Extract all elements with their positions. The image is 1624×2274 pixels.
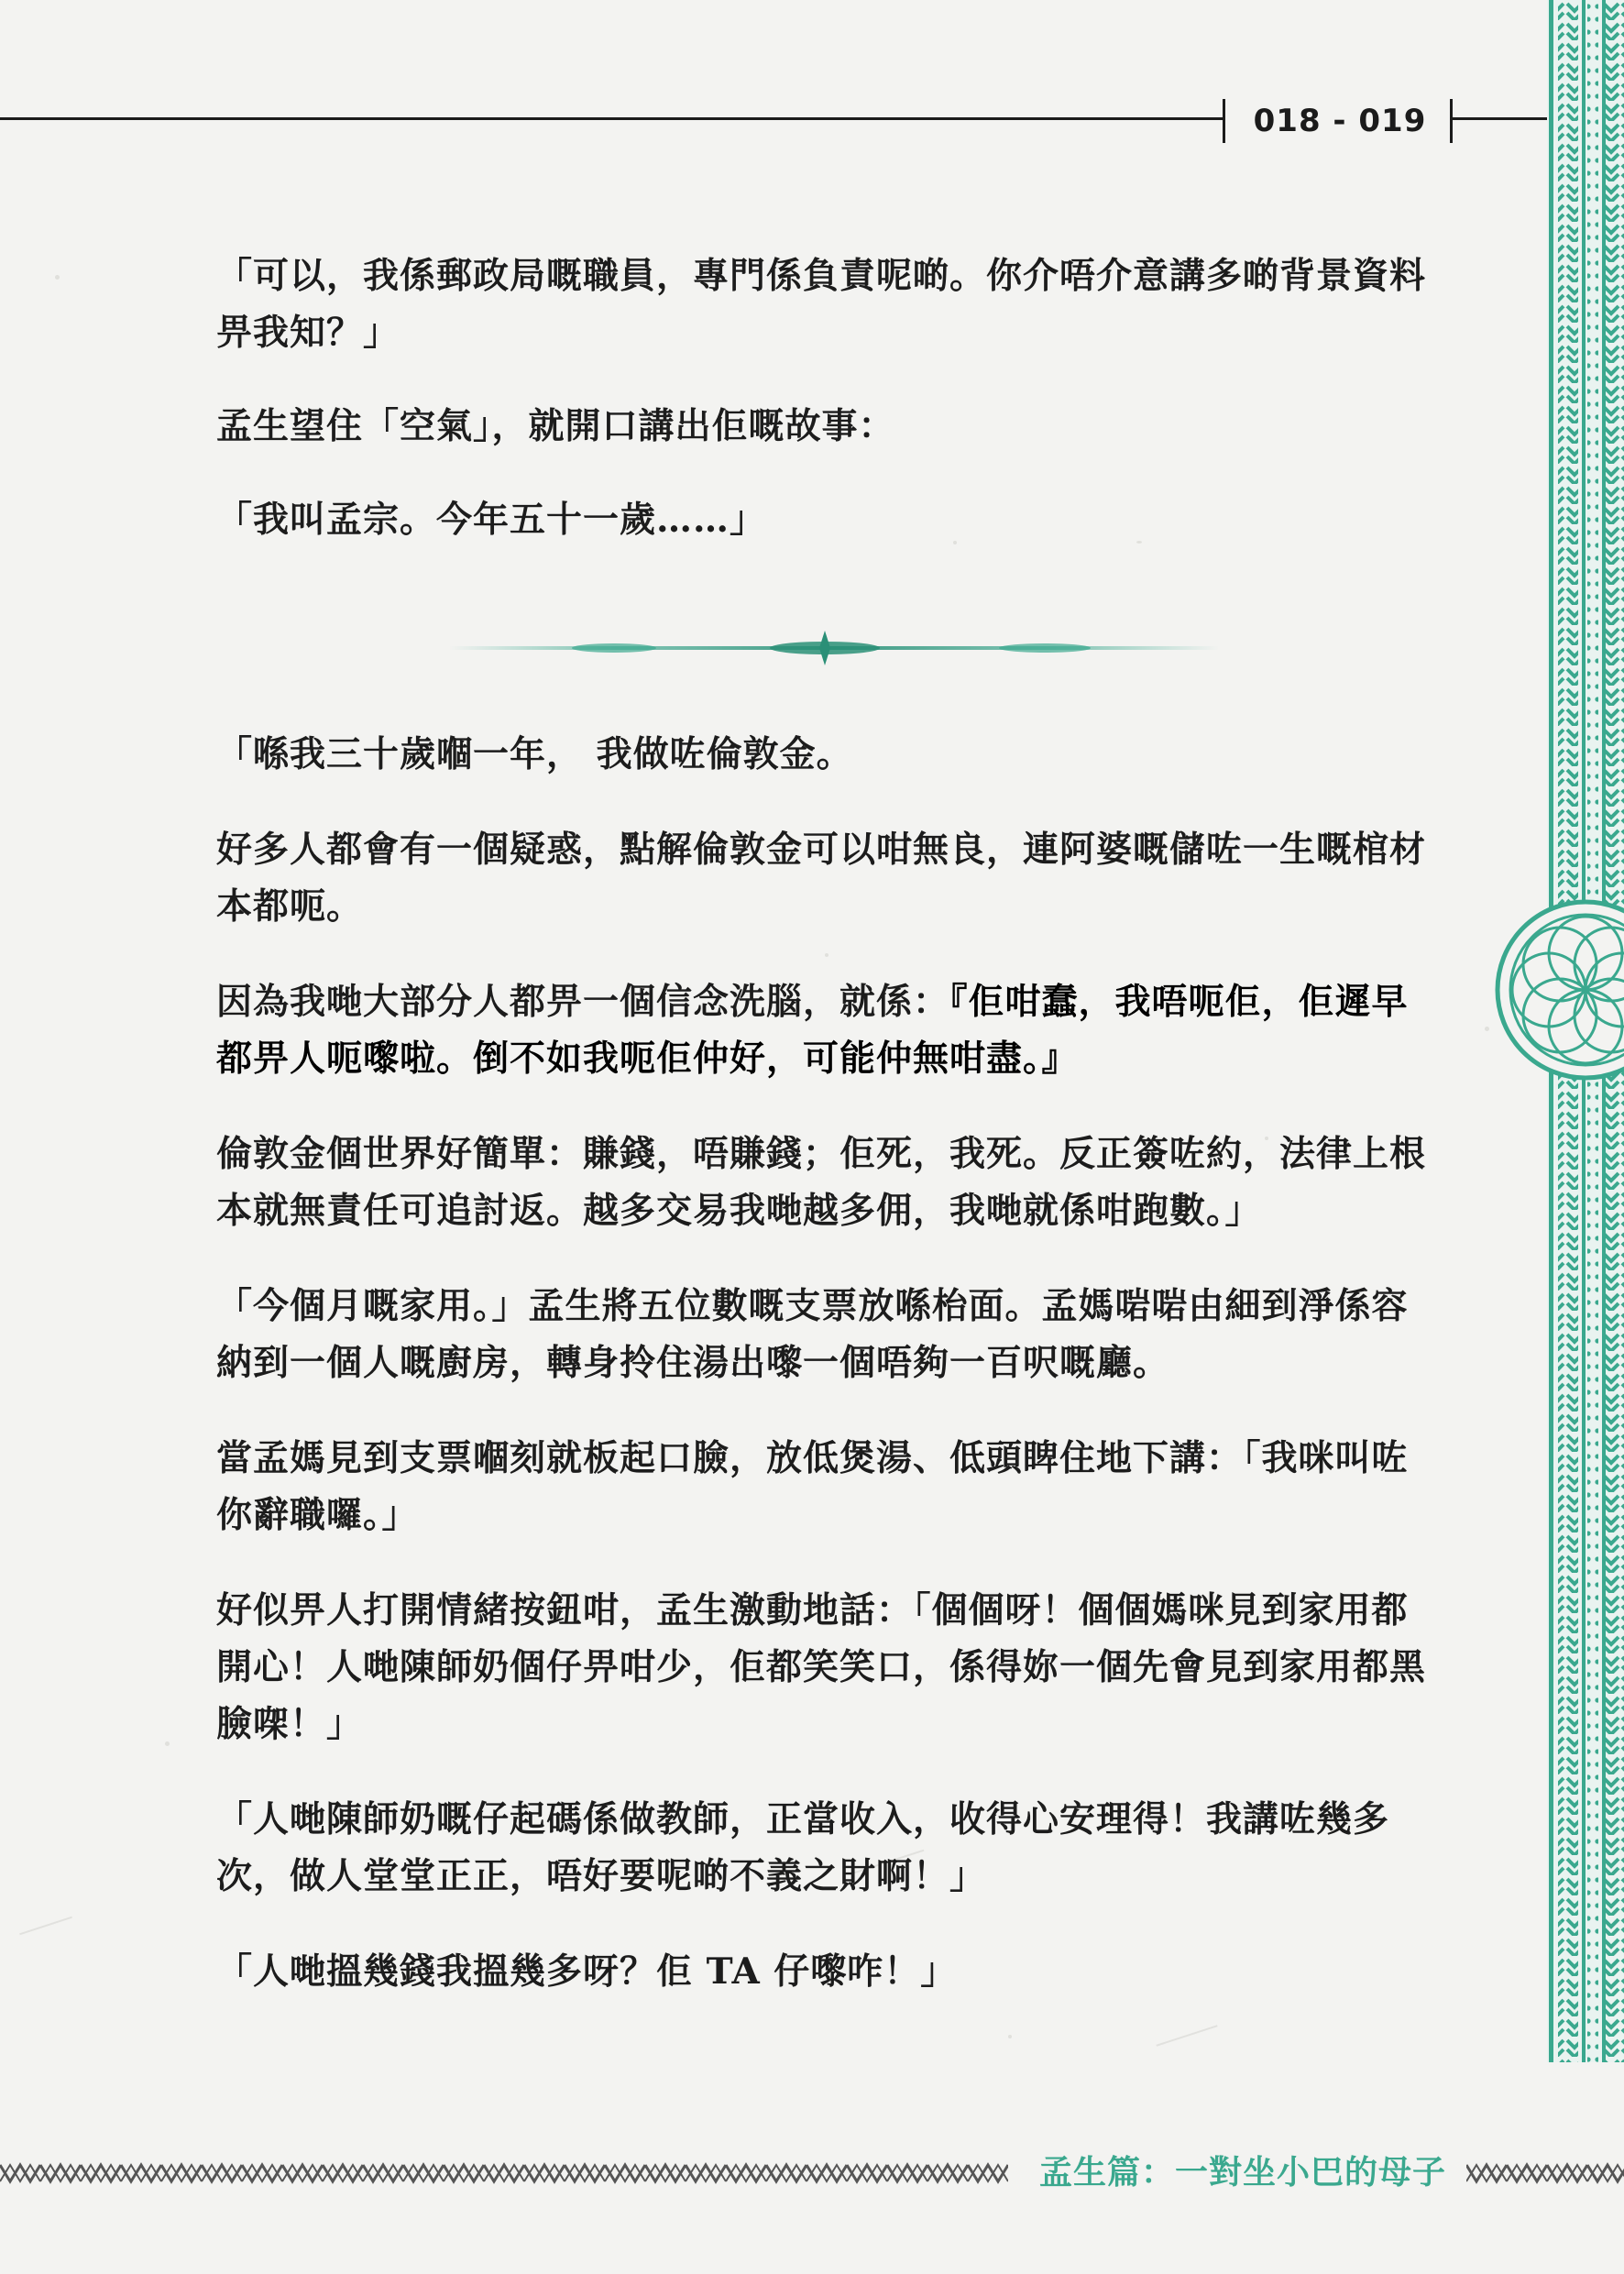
page-numbers: 018 - 019 bbox=[1253, 103, 1427, 139]
paragraph: 「人哋搵幾錢我搵幾多呀？佢 TA 仔嚟咋！」 bbox=[216, 1950, 958, 1993]
paragraph: 好似畀人打開情緒按鈕咁，孟生激動地話：「個個呀！個個媽咪見到家用都開心！人哋陳師奶個仔畀咁少，佢都笑笑口，係得妳一個先會見到家用都黑臉㗎！」 bbox=[216, 1589, 1427, 1745]
rosette-ornament bbox=[1494, 898, 1624, 1082]
paragraph: 好多人都會有一個疑惑，點解倫敦金可以咁無良，連阿婆嘅儲咗一生嘅棺材本都呃。 bbox=[216, 829, 1427, 928]
chapter-title: 孟生篇：一對坐小巴的母子 bbox=[1038, 2154, 1446, 2192]
paragraph-prefix: 因為我哋大部分人都畀一個信念洗腦，就係： bbox=[216, 981, 950, 1023]
header-rule-left bbox=[0, 117, 1223, 120]
header-tick-left bbox=[1223, 99, 1225, 143]
paragraph: 「今個月嘅家用。」孟生將五位數嘅支票放喺枱面。孟媽啱啱由細到淨係容納到一個人嘅廚房，轉身拎住湯出嚟一個唔夠一百呎嘅廳。 bbox=[216, 1285, 1409, 1384]
emphasized-quote: 『佢咁蠢，我唔呃佢，佢遲早都畀人呃嚟啦。倒不如我呃佢仲好，可能仲無咁盡。』 bbox=[216, 981, 1409, 1080]
header-tick-right bbox=[1450, 99, 1453, 143]
footer-pattern-left bbox=[0, 2159, 1008, 2187]
paragraph bbox=[216, 973, 1435, 1087]
paragraph: 「人哋陳師奶嘅仔起碼係做教師，正當收入，收得心安理得！我講咗幾多次，做人堂堂正正，唔好要呢啲不義之財啊！」 bbox=[216, 1798, 1390, 1897]
story-text bbox=[216, 247, 1435, 2000]
paragraph: 當孟媽見到支票嗰刻就板起口臉，放低煲湯、低頭睥住地下講：「我咪叫咗你辭職囉。」 bbox=[216, 1437, 1409, 1536]
paragraph: 倫敦金個世界好簡單：賺錢，唔賺錢；佢死，我死。反正簽咗約，法律上根本就無責任可追討返。越多交易我哋越多佣，我哋就係咁跑數。」 bbox=[216, 1133, 1427, 1232]
footer-pattern-right bbox=[1466, 2159, 1624, 2187]
paragraph: 「喺我三十歲嗰一年， 我做咗倫敦金。 bbox=[216, 733, 853, 775]
paragraph: 「可以，我係郵政局嘅職員，專門係負責呢啲。你介唔介意講多啲背景資料畀我知？」 bbox=[216, 255, 1427, 354]
paragraph: 孟生望住「空氣」，就開口講出佢嘅故事： bbox=[216, 405, 895, 447]
paragraph: 「我叫孟宗。今年五十一歲……」 bbox=[216, 499, 767, 541]
